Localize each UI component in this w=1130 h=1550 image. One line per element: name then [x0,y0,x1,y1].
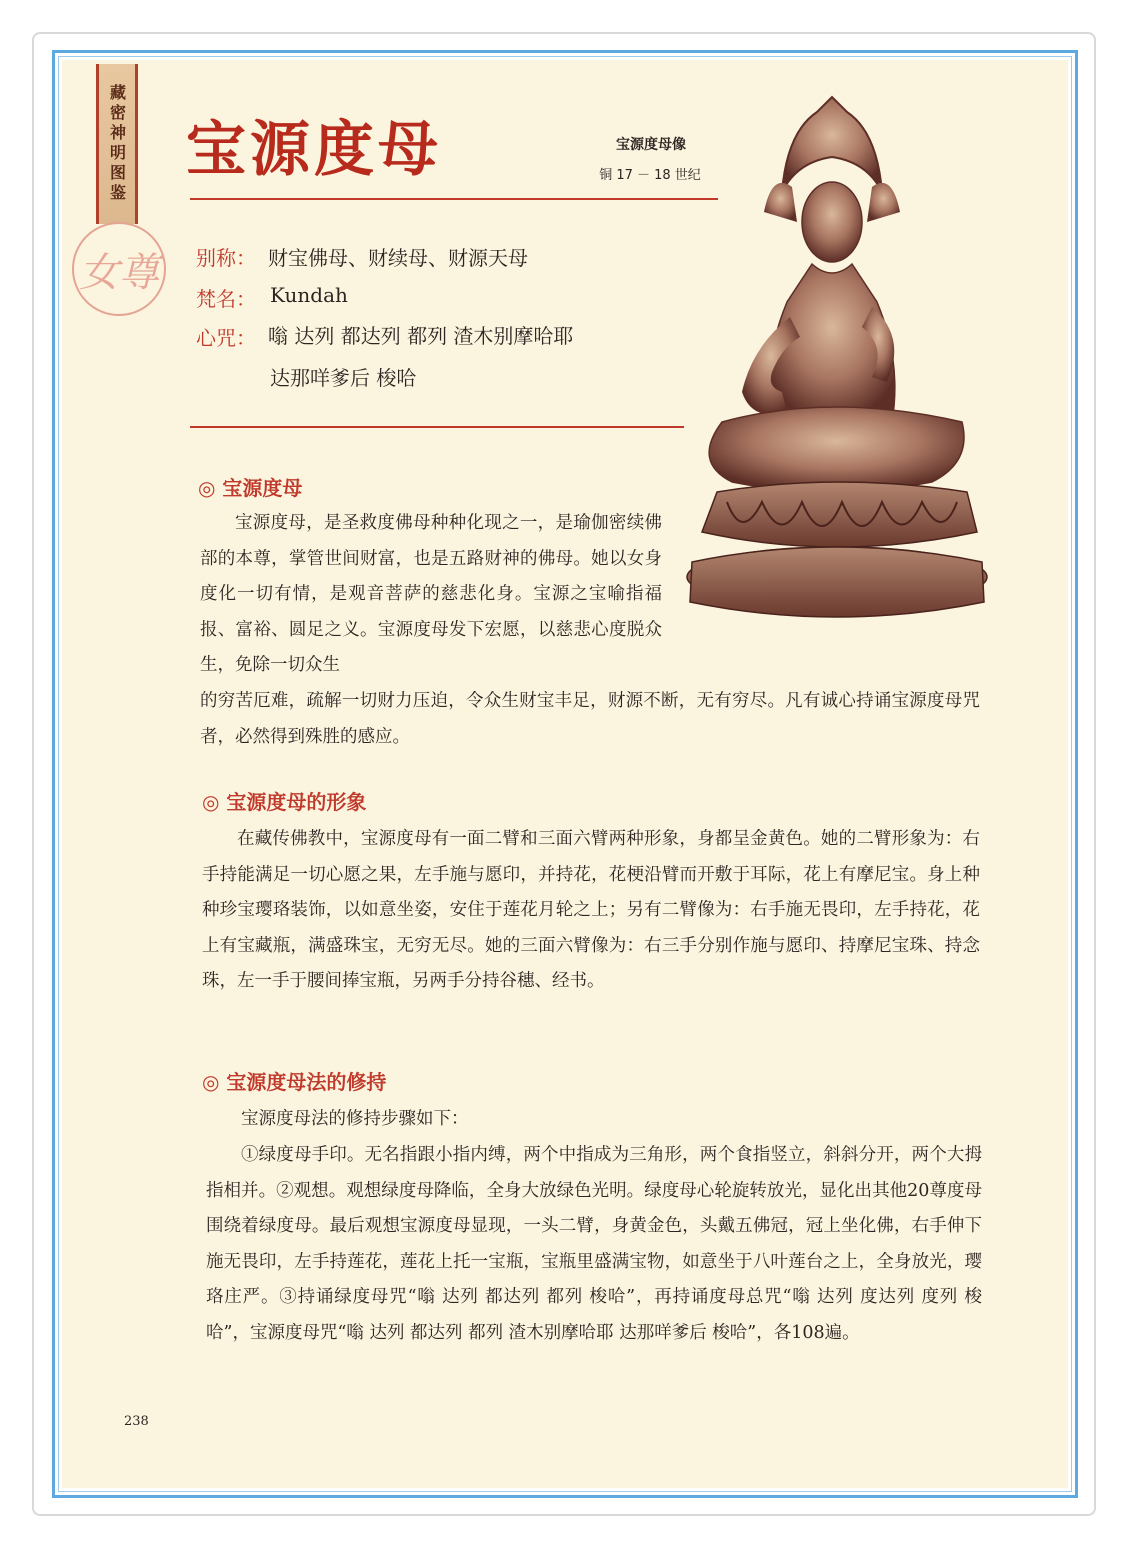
section-heading-2: ◎ 宝源度母的形象 [202,790,367,814]
mantra-value-line2: 达那咩爹后 梭哈 [270,366,417,390]
sanskrit-label: 梵名： [196,287,256,311]
section-1-paragraph-2: 的穷苦厄难，疏解一切财力压迫，令众生财宝丰足，财源不断，无有穷尽。凡有诚心持诵宝源度母咒者，必然得到殊胜的感应。 [200,691,980,747]
mantra-label: 心咒： [196,326,256,350]
sanskrit-value: Kundah [270,283,348,307]
statue-image [672,92,1002,632]
page-number: 238 [124,1414,149,1429]
section-2-paragraph-1: 在藏传佛教中，宝源度母有一面二臂和三面六臂两种形象，身都呈金黄色。她的二臂形象为：右手持能满足一切心愿之果，左手施与愿印，并持花，花梗沿臂而开敷于耳际，花上有摩尼宝。身上种种珍宝璎珞装饰，以如意坐姿，安住于莲花月轮之上；另有二臂像为：右手施无畏印，左手持花，花上有宝藏瓶，满盛珠宝，无穷无尽。她的三面六臂像为：右三手分别作施与愿印、持摩尼宝珠、持念珠，左一手于腰间捧宝瓶，另两手分持谷穗、经书。 [202,829,980,991]
alias-value: 财宝佛母、财续母、财源天母 [268,246,528,270]
section-heading-3: ◎ 宝源度母法的修持 [202,1070,387,1094]
title-divider [190,198,718,200]
side-tab [96,64,138,224]
section-1-paragraph-1: 宝源度母，是圣救度佛母种种化现之一，是瑜伽密续佛部的本尊，掌管世间财富，也是五路财神的佛母。她以女身度化一切有情，是观音菩萨的慈悲化身。宝源之宝喻指福报、富裕、圆足之义。宝源度母发下宏愿，以慈悲心度脱众生，免除一切众生 [200,513,662,675]
mantra-value-line1: 嗡 达列 都达列 都列 渣木别摩哈耶 [268,324,574,348]
figure-caption-title: 宝源度母像 [616,137,686,153]
section-heading-1: ◎ 宝源度母 [198,476,303,500]
meta-divider [190,426,684,428]
section-3-paragraph-2: ①绿度母手印。无名指跟小指内缚，两个中指成为三角形，两个食指竖立，斜斜分开，两个大拇指相并。②观想。观想绿度母降临，全身大放绿色光明。绿度母心轮旋转放光，显化出其他20尊度母围绕着绿度母。最后观想宝源度母显现，一头二臂，身黄金色，头戴五佛冠，冠上坐化佛，右手伸下施无畏印，左手持莲花，莲花上托一宝瓶，宝瓶里盛满宝物，如意坐于八叶莲台之上，全身放光，璎珞庄严。③持诵绿度母咒“嗡 达列 都达列 都列 梭哈”，再持诵度母总咒“嗡 达列 度达列 度列 梭哈”，宝源度母咒“嗡 达列 都达列 都列 渣木别摩哈耶 达那咩爹后 梭哈”，各108遍。 [206,1145,982,1343]
side-tab-label: 藏密神明图鉴 [107,84,127,204]
page-title: 宝源度母 [186,115,442,185]
alias-label: 别称： [196,246,256,270]
seal-stamp [72,222,166,316]
section-3-paragraph-1: 宝源度母法的修持步骤如下： [241,1109,469,1129]
figure-caption-subtitle: 铜 17 － 18 世纪 [599,168,701,183]
seal-text: 女尊 [79,249,159,296]
